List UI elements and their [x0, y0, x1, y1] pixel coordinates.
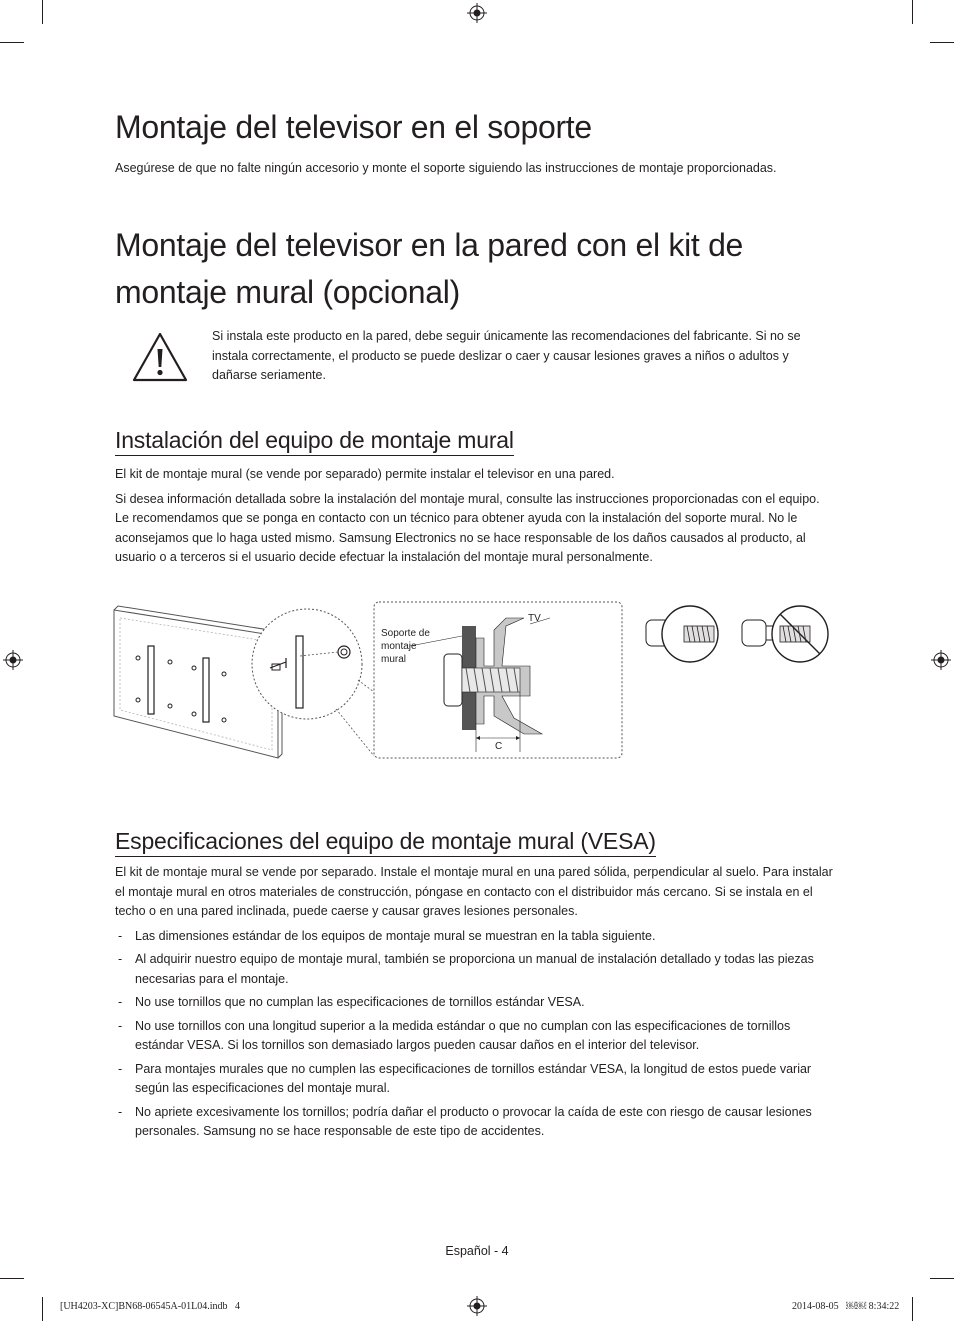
- list-item: - No use tornillos con una longitud superior a la medida estándar o que no cumplan con las especificaciones de tornillos estándar VESA. Si los tornillos son demasiado largos pueden causar daños en el interior del televisor.: [118, 1018, 791, 1052]
- list-item: - Las dimensiones estándar de los equipos de montaje mural se muestran en la tabla siguiente.: [118, 928, 656, 943]
- slug-right: 2014-08-05 ￼￼ 8:34:22: [792, 1301, 900, 1312]
- crop-mark: [912, 1297, 913, 1321]
- install-heading: Instalación del equipo de montaje mural: [115, 426, 514, 456]
- label-c: C: [495, 741, 503, 752]
- registration-mark-icon: [3, 650, 23, 670]
- cross-section-box: [374, 602, 622, 758]
- install-section: [115, 426, 835, 568]
- registration-mark-icon: [931, 650, 951, 670]
- vesa-heading: Especificaciones del equipo de montaje mural (VESA): [115, 827, 656, 857]
- stand-title: Montaje del televisor en el soporte: [115, 109, 592, 145]
- crop-mark: [0, 42, 24, 43]
- crop-mark: [912, 0, 913, 24]
- label-bracket: Soporte de montaje mural: [381, 628, 430, 665]
- crop-mark: [42, 1297, 43, 1321]
- list-item: - No use tornillos que no cumplan las especificaciones de tornillos estándar VESA.: [118, 995, 585, 1009]
- wall-mount-diagram: [110, 596, 840, 764]
- zoom-circle: [252, 609, 374, 756]
- stand-intro-text: Asegúrese de que no falte ningún accesorio y monte el soporte siguiendo las instrucciones de montaje proporcionadas.: [115, 161, 777, 175]
- label-tv: TV: [528, 613, 541, 624]
- registration-mark-icon: [467, 1296, 487, 1316]
- list-item: - Al adquirir nuestro equipo de montaje mural, también se proporciona un manual de instalación detallado y todas las piezas necesarias para el montaje.: [118, 952, 814, 986]
- install-para-1: El kit de montaje mural (se vende por separado) permite instalar el televisor en una pared.: [115, 467, 615, 481]
- wall-mount-title: Montaje del televisor en la pared con el kit de montaje mural (opcional): [115, 227, 744, 310]
- install-para-2: Si desea información detallada sobre la instalación del montaje mural, consulte las instrucciones proporcionadas con el equipo. Le recomendamos que se ponga en contacto con un técnico para obtener ayuda con la instalación del soporte mural. No le aconsejamos que lo haga usted mismo. Samsung Electronics no se hace responsable de los daños causados al producto, al usuario o a terceros si el usuario decide efectuar la instalación del montaje mural personalmente.: [115, 491, 820, 564]
- page-number: Español - 4: [445, 1244, 509, 1258]
- registration-mark-icon: [467, 3, 487, 23]
- screw-correct-icon: [646, 606, 718, 662]
- warning-icon: [131, 331, 189, 383]
- slug-left: [UH4203-XC]BN68-06545A-01L04.indb 4: [60, 1301, 240, 1312]
- list-item: - No apriete excesivamente los tornillos; podría dañar el producto o provocar la caída de este con riesgo de causar lesiones personales. Samsung no se hace responsable de este tipo de accidentes.: [118, 1104, 812, 1138]
- vesa-para: El kit de montaje mural se vende por separado. Instale el montaje mural en una pared sólida, perpendicular al suelo. Para instalar el montaje mural en otros materiales de construcción, póngase en contacto con el distribuidor más cercano. Si se instala en el techo o en una pared inclinada, puede caerse y causar graves lesiones personales.: [115, 865, 833, 918]
- crop-mark: [0, 1278, 24, 1279]
- crop-mark: [930, 42, 954, 43]
- warning-text: Si instala este producto en la pared, debe seguir únicamente las recomendaciones del fabricante. Si no se instala correctamente, el producto se puede deslizar o caer y causar lesiones graves a niños o adultos y dañarse seriamente.: [212, 329, 801, 382]
- crop-mark: [930, 1278, 954, 1279]
- list-item: - Para montajes murales que no cumplen las especificaciones de tornillos estándar VESA, la longitud de estos puede variar según las especificaciones del montaje mural.: [118, 1061, 812, 1095]
- vesa-bullet-list: [115, 927, 835, 1142]
- screw-incorrect-icon: [742, 606, 828, 662]
- crop-mark: [42, 0, 43, 24]
- vesa-section: [115, 827, 835, 1146]
